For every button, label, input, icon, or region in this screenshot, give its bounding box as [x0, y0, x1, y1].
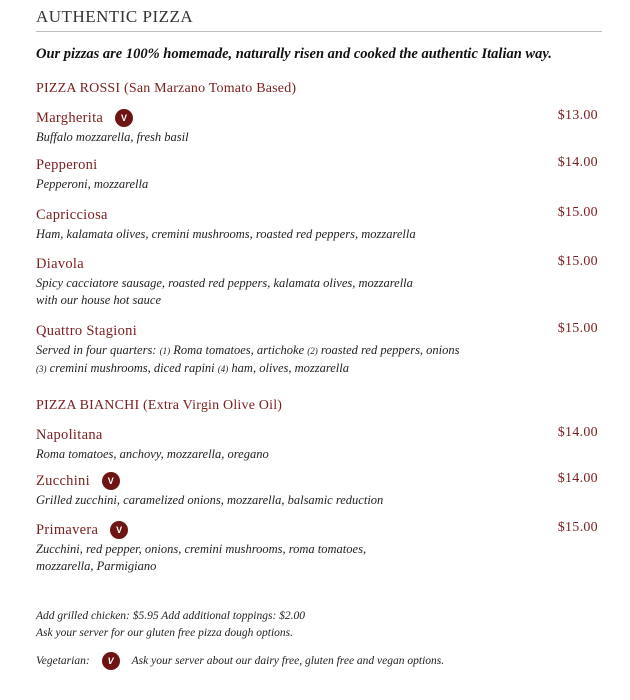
item-name: Pepperoni [36, 156, 98, 173]
menu-item-diavola [36, 254, 598, 309]
item-name: Capricciosa [36, 206, 108, 223]
item-description-line [36, 360, 506, 378]
item-description-line [36, 342, 506, 360]
item-price: $15.00 [557, 254, 598, 269]
quarters-intro: Served in four quarters: [36, 343, 157, 357]
item-price: $15.00 [557, 205, 598, 220]
vegetarian-legend [36, 652, 444, 670]
item-price: $15.00 [557, 321, 598, 336]
vegetarian-icon: V [102, 652, 120, 670]
section-heading-rossi: PIZZA ROSSI (San Marzano Tomato Based) [36, 81, 297, 96]
item-description: Ham, kalamata olives, cremini mushrooms, roasted red peppers, mozzarella [36, 227, 416, 241]
gluten-free-note: Ask your server for our gluten free pizza dough options. [36, 627, 294, 639]
menu-item-zucchini [36, 471, 598, 509]
menu-item-capricciosa [36, 205, 598, 243]
menu-item-primavera [36, 520, 598, 575]
item-description-line: Spicy cacciatore sausage, roasted red peppers, kalamata olives, mozzarella [36, 276, 413, 290]
item-price: $13.00 [557, 108, 598, 123]
item-description: Grilled zucchini, caramelized onions, mozzarella, balsamic reduction [36, 493, 384, 507]
vegetarian-icon: V [102, 472, 120, 490]
item-description-line: mozzarella, Parmigiano [36, 559, 157, 573]
quarter-number: (4) [217, 364, 229, 374]
item-name: Diavola [36, 255, 85, 272]
section-heading-bianchi: PIZZA BIANCHI (Extra Virgin Olive Oil) [36, 398, 283, 413]
item-description-line: Zucchini, red pepper, onions, cremini mushrooms, roma tomatoes, [36, 542, 367, 556]
quarter-number: (3) [36, 364, 47, 374]
item-name-row [36, 254, 598, 274]
item-name: Napolitana [36, 426, 103, 443]
title-divider [36, 31, 602, 32]
item-name: Primavera [36, 521, 99, 538]
item-name-row [36, 155, 598, 175]
quarter-text: cremini mushrooms, diced rapini [49, 361, 215, 375]
item-name: Zucchini [36, 472, 90, 489]
menu-intro: Our pizzas are 100% homemade, naturally risen and cooked the authentic Italian way. [36, 46, 552, 62]
page-title: AUTHENTIC PIZZA [36, 7, 194, 26]
vegetarian-icon: V [115, 109, 133, 127]
item-price: $14.00 [557, 155, 598, 170]
menu-item-quattro-stagioni [36, 321, 598, 378]
quarter-number: (1) [159, 346, 171, 356]
item-name-row [36, 321, 598, 341]
menu-item-margherita [36, 108, 598, 146]
quarter-number: (2) [307, 346, 318, 356]
item-name-row [36, 205, 598, 225]
item-price: $14.00 [557, 425, 598, 440]
dietary-options-note: Ask your server about our dairy free, gluten free and vegan options. [131, 655, 445, 667]
addons-note: Add grilled chicken: $5.95 Add additional toppings: $2.00 [36, 610, 306, 622]
menu-item-napolitana [36, 425, 598, 463]
item-name: Margherita [36, 109, 104, 126]
item-name-row [36, 471, 598, 491]
item-description: Buffalo mozzarella, fresh basil [36, 130, 189, 144]
quarter-text: roasted red peppers, onions [320, 343, 460, 357]
item-price: $15.00 [557, 520, 598, 535]
item-name: Quattro Stagioni [36, 322, 138, 339]
item-name-row [36, 520, 598, 540]
quarter-text: Roma tomatoes, artichoke [173, 343, 305, 357]
item-description [36, 541, 506, 575]
menu-item-pepperoni [36, 155, 598, 193]
vegetarian-label: Vegetarian: [36, 655, 90, 667]
item-description: Roma tomatoes, anchovy, mozzarella, oregano [36, 447, 269, 461]
item-price: $14.00 [557, 471, 598, 486]
item-description [36, 342, 506, 378]
quarter-text: ham, olives, mozzarella [231, 361, 350, 375]
vegetarian-icon: V [110, 521, 128, 539]
item-name-row [36, 425, 598, 445]
item-description: Pepperoni, mozzarella [36, 177, 149, 191]
item-description-line: with our house hot sauce [36, 293, 161, 307]
item-name-row [36, 108, 598, 128]
item-description [36, 275, 506, 309]
